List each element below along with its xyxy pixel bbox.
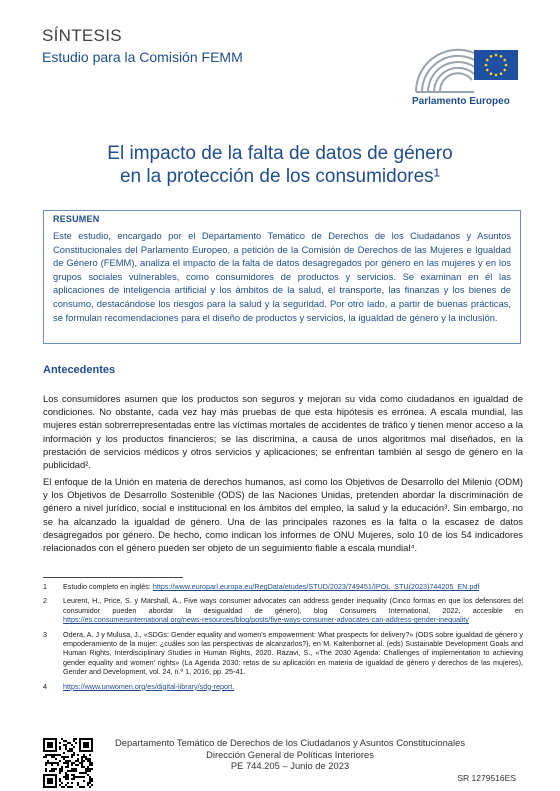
footnotes — [43, 582, 523, 696]
summary-box — [43, 210, 521, 344]
footer-sr-code: SR 1279516ES — [457, 773, 516, 783]
european-parliament-logo — [412, 42, 522, 107]
section-heading-antecedentes: Antecedentes — [43, 364, 116, 376]
document-subtitle: Estudio para la Comisión FEMM — [42, 49, 243, 65]
footer-department: Departamento Temático de Derechos de los Ciudadanos y Asuntos Constitucionales — [114, 737, 466, 748]
footnote-divider — [43, 577, 183, 578]
footnote-2 — [43, 596, 523, 624]
summary-text: Este estudio, encargado por el Departamento Temático de Derechos de los Ciudadanos y Asuntos Constitucionales del Parlamento Europeo, a petición de la Comisión de Derechos de las Mujeres e Igualdad de Género (FEMM), analiza el impacto de la falta de datos desagregados por género en las mujeres y en los grupos sociales vulnerables, como consumidores de productos y servicios. Se examinan en él las aplicaciones de inteligencia artificial y los ámbitos de la salud, el transporte, las finanzas y los bienes de consumo, destacándose los riesgos para la salud y la seguridad. Por otro lado, a partir de buenas prácticas, se formulan recomendaciones para el diseño de productos y servicios, la igualdad de género y la inclusión. — [53, 230, 511, 323]
document-header — [42, 26, 243, 65]
paragraph-2: El enfoque de la Unión en materia de derechos humanos, así como los Objetivos de Desarrollo del Milenio (ODM) y los Objetivos de Desarrollo Sostenible (ODS) de las Naciones Unidas, pretenden abordar la discriminación de género a nivel jurídico, social e institucional en los ámbitos del empleo, la salud y la educación³. Sin embargo, no se ha alcanzado la igualdad de género. Una de las principales razones es la falta o la escasez de datos desagregados por género. De hecho, como indican los informes de ONU Mujeres, solo 10 de los 54 indicadores relacionados con el género pueden ser objeto de un seguimiento fiable a escala mundial⁴. — [43, 476, 523, 554]
footer — [100, 737, 480, 772]
footnote-text — [63, 682, 523, 691]
footnote-text — [63, 582, 523, 591]
title-line-2: en la protección de los consumidores¹ — [119, 166, 440, 187]
footnote-number: 3 — [43, 629, 47, 639]
title-line-1: El impacto de la falta de datos de género — [107, 143, 453, 164]
footnote-number: 2 — [43, 596, 47, 606]
footnote-body: Leurent, H., Price, S. y Marshall, A., Five ways consumer advocates can address gender inequality (Cinco formas en que los defensores del consumidor pueden abordar la desigualdad de género), blog Consumers International, 2022, accesible en — [63, 596, 523, 615]
footnote-link[interactable]: https://www.europarl.europa.eu/RegData/etudes/STUD/2023/749451/IPOL_STU(2023)744205_EN.pdf — [152, 582, 480, 591]
footnote-3 — [43, 630, 523, 677]
footer-directorate: Dirección General de Políticas Interiores — [206, 748, 374, 760]
european-parliament-hemicycle-logo-icon — [412, 42, 522, 94]
footnote-link[interactable]: https://es.consumersinternational.org/news-resources/blog/posts/five-ways-consumer-advocates-can-address-gender-inequality — [63, 615, 469, 625]
footnote-1 — [43, 582, 523, 591]
footnote-4 — [43, 682, 523, 691]
footnote-text — [63, 596, 523, 624]
footnote-prefix: Estudio completo en inglés: — [63, 582, 153, 591]
paragraph-1: Los consumidores asumen que los productos son seguros y mejoran su vida como ciudadanos en igualdad de condiciones. No obstante, cada vez hay más pruebas de que esta hipótesis es errónea. A escala mundial, las mujeres están sobrerrepresentadas entre las víctimas mortales de accidentes de tráfico y tienen menor acceso a la información y los productos financieros; se las discrimina, a causa de unos algoritmos mal diseñados, en la prestación de servicios médicos y otros servicios y aplicaciones; se enfrentan también al sesgo de género en la publicidad². — [43, 393, 523, 471]
logo-caption: Parlamento Europeo — [412, 96, 510, 107]
qr-code-icon — [43, 738, 93, 788]
footer-reference: PE 744.205 – Junio de 2023 — [230, 760, 350, 771]
footnote-link[interactable]: https://www.unwomen.org/es/digital-library/sdg-report. — [63, 681, 235, 691]
document-type: SÍNTESIS — [42, 26, 122, 45]
page-title — [60, 142, 500, 188]
summary-heading: RESUMEN — [53, 214, 100, 224]
footnote-number: 4 — [43, 681, 47, 691]
footnote-number: 1 — [43, 582, 47, 591]
footnote-text: Odera, A. J y Mulusa, J., «SDGs: Gender equality and women's empowerment: What prospects for delivery?» (ODS sobre igualdad de género y empoderamiento de la mujer: ¿cuáles son las perspectivas de alcanzarlos?), en M. Kaltenbornet al. (eds) Sustainable Development Goals and Human Rights, Interdisciplinary Studies in Human Rights, 2020. Razavi, S., «The 2030 Agenda: Challenges of implementation to achieving gender equality and women' rights» (La Agenda 2030: retos de su aplicación en materia de igualdad de género y derechos de las mujeres), Gender and Development, vol. 24, n.º 1, 2016, pp. 25-41. — [63, 629, 523, 677]
